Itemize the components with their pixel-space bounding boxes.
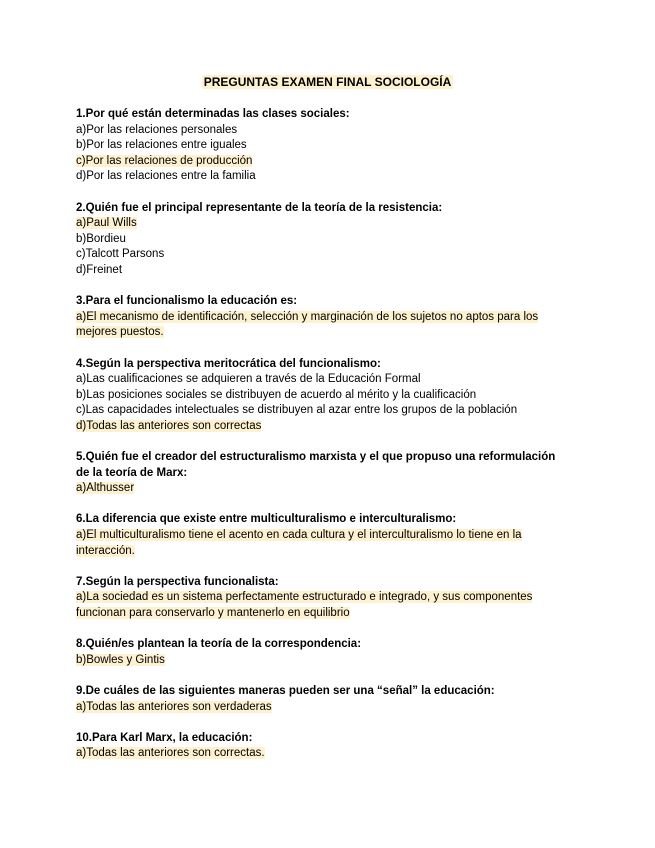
question-10 [76,731,576,762]
question-2-option-a-answer: a)Paul Wills [76,217,137,230]
question-5-text-line-2: de la teoría de Marx: [76,466,188,479]
question-list [76,107,576,778]
question-4-option-b: b)Las posiciones sociales se distribuyen de acuerdo al mérito y la cualificación [76,388,477,401]
question-10-text: 10.Para Karl Marx, la educación: [76,731,253,744]
question-2-text: 2.Quién fue el principal representante de la teoría de la resistencia: [76,201,443,214]
document-title [0,74,655,90]
question-4 [76,357,576,435]
question-8-text: 8.Quién/es plantean la teoría de la correspondencia: [76,638,362,651]
question-6-answer-line-2: interacción. [76,544,135,557]
question-9-answer: a)Todas las anteriores son verdaderas [76,700,272,713]
question-4-option-c: c)Las capacidades intelectuales se distribuyen al azar entre los grupos de la población [76,404,518,417]
question-6-answer-line-1: a)El multiculturalismo tiene el acento en cada cultura y el interculturalismo lo tiene en la [76,529,522,542]
question-6 [76,512,576,559]
question-2-option-b: b)Bordieu [76,232,126,245]
question-3 [76,294,576,341]
question-1-option-b: b)Por las relaciones entre iguales [76,139,247,152]
question-5 [76,450,576,497]
question-2 [76,201,576,279]
question-9 [76,684,576,715]
question-7-answer-line-1: a)La sociedad es un sistema perfectamente estructurado e integrado, y sus componentes [76,591,533,604]
question-10-answer: a)Todas las anteriores son correctas. [76,747,265,760]
question-2-option-d: d)Freinet [76,263,123,276]
question-1-text: 1.Por qué están determinadas las clases sociales: [76,108,350,120]
question-4-text: 4.Según la perspectiva meritocrática del funcionalismo: [76,357,381,370]
question-6-text: 6.La diferencia que existe entre multiculturalismo e interculturalismo: [76,513,457,526]
question-7 [76,575,576,622]
question-4-option-d-answer: d)Todas las anteriores son correctas [76,419,262,432]
document-title-text: PREGUNTAS EXAMEN FINAL SOCIOLOGÍA [203,75,452,89]
question-4-option-a: a)Las cualificaciones se adquieren a través de la Educación Formal [76,373,421,386]
question-3-answer-line-1: a)El mecanismo de identificación, selección y marginación de los sujetos no aptos para los [76,310,539,323]
question-7-text: 7.Según la perspectiva funcionalista: [76,575,279,588]
question-8-answer: b)Bowles y Gintis [76,653,165,666]
question-3-answer-line-2: mejores puestos. [76,326,164,339]
question-9-text: 9.De cuáles de las siguientes maneras pueden ser una “señal” la educación: [76,684,495,697]
question-1-option-a: a)Por las relaciones personales [76,123,238,136]
question-8 [76,637,576,668]
question-1-option-c-answer: c)Por las relaciones de producción [76,154,253,167]
question-2-option-c: c)Talcott Parsons [76,248,165,261]
question-5-answer: a)Althusser [76,482,135,495]
question-3-text: 3.Para el funcionalismo la educación es: [76,295,298,308]
question-7-answer-line-2: funcionan para conservarlo y mantenerlo en equilibrio [76,607,350,619]
question-1 [76,107,576,185]
question-1-option-d: d)Por las relaciones entre la familia [76,170,256,183]
question-5-text-line-1: 5.Quién fue el creador del estructuralismo marxista y el que propuso una reformulación [76,451,556,464]
